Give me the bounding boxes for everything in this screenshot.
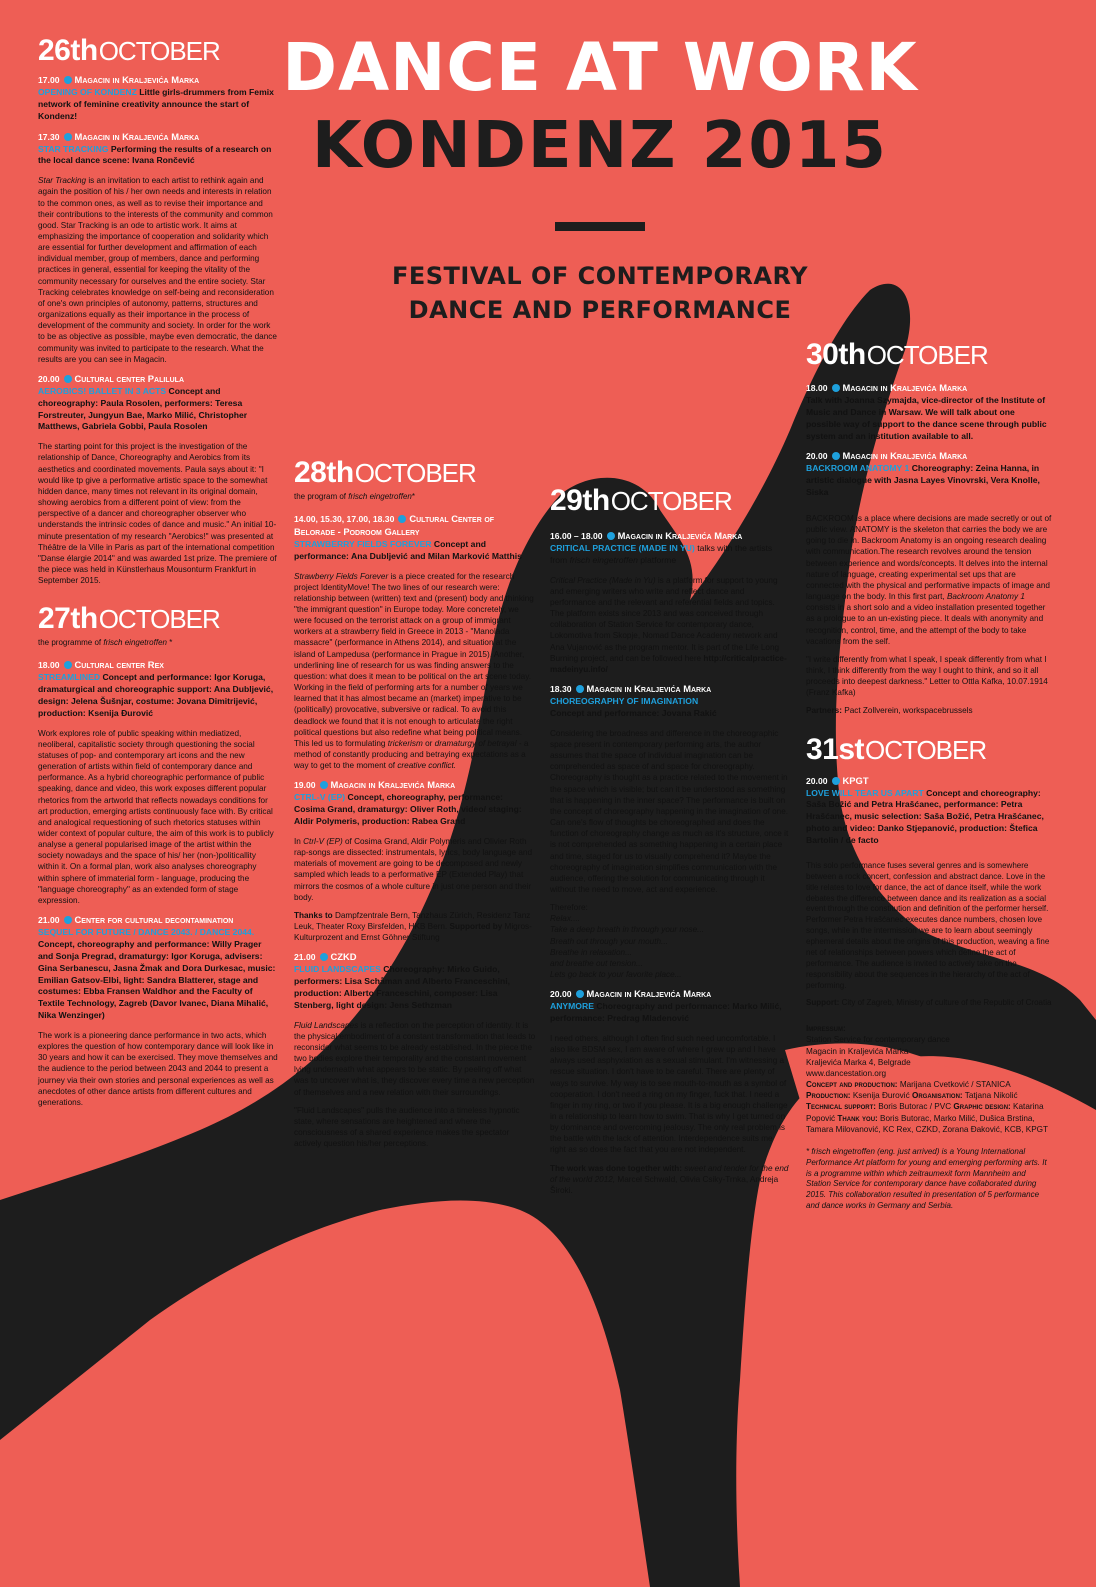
instruction-line: Breathe in relaxation... bbox=[550, 947, 632, 957]
event-venue: Cultural center Palilula bbox=[74, 372, 184, 384]
event-description bbox=[806, 513, 1052, 647]
event-ctrl-v bbox=[294, 779, 536, 828]
event-title: OPENING OF KONDENZ bbox=[38, 86, 137, 97]
event-time: 20.00 bbox=[806, 775, 828, 786]
description-text: is an invitation to each artist to rethink again and again the position of his / her own needs and interests in relation to the common ones, as well as to revise their importance and their contributions to the interests of the community and common good. Star Tracking is an ode to artistic work. It aims at emphasizing the importance of cooperation and solidarity which are essential for further development and affirmation of each individual member, group of members, dance and performing practices in general, essential for keeping the vitality of the community necessary for ourselves and the entire society. Star Tracking celebrates knowledge on self-being and reconsideration of one's own principles of autonomy, patterns, structures and organizations equally as their importance in the process of development of the community and society. In order for the work to be as objective as possible, maybe even democratic, the dance community was invited to participate to the research. What the results are you can see in Magacin. bbox=[38, 176, 277, 364]
event-description: I need others, although I often find such need uncomfortable. I also like BDSM sex, I am aware of where I grew up and I have always used asphyxiation as a sexual stimulant. I'm witnessing a rescue situation. I don't have to be careful. There are plenty of ways to survive. My way is to see mouth-to-mouth as a symbol of cooperation. I don't need a ring on my finger, fuck that. I need a finger in my ring, or two if you please. It is a big enough challenge in a relationship to learn how to swim. That is why I get turned on by dominance and overcoming jealousy. The only real problem is the battle with the lack of attention. Interdependence suits me right as so does the fact that you are not independent. bbox=[550, 1033, 788, 1155]
event-description: Considering the broadness and difference in the choreographic space present in contemporary performing arts, the author assumes that the space of individual imagination can be comprehended as space of and space for choreography. Choreography is thought as a practice related to the movement in the space which is visible; but can it be understood as something that is happening in the inner space? The performance is built on the concept of choreography happening in the imagination of one. Can one's flow of thoughts be choreographed and does the function of choreography change as much as it's structure, once it is not comprehended as something happening in a certain place and time, staged for us to visually comprehend it? Maybe the choreography of imagination simplifies communication with the audience, offering the solution for communicating through it without the need to move, act and experience. bbox=[550, 728, 789, 894]
event-opening bbox=[38, 74, 278, 123]
impressum-line: Station Service for contemporary dance bbox=[806, 1035, 950, 1045]
poster-subtitle: FESTIVAL OF CONTEMPORARY DANCE AND PERFORMANCE bbox=[391, 262, 809, 324]
month-label: OCTOBER bbox=[865, 734, 987, 765]
event-anymore bbox=[550, 988, 790, 1025]
event-title: FLUID LANDSCAPES bbox=[294, 964, 381, 975]
subtitle-tail: * bbox=[411, 492, 415, 501]
event-love-will-tear-us-apart bbox=[806, 775, 1052, 847]
event-support bbox=[806, 998, 1052, 1009]
event-credits: Choreography and performance: Marko Milić, performance: Predrag Mladenović bbox=[550, 1001, 782, 1024]
event-time: 18.00 bbox=[38, 660, 60, 671]
work-title-italic: Ctrl-V (EP) bbox=[303, 836, 343, 846]
title-divider bbox=[555, 222, 645, 231]
collaborators-label: The work was done together with: bbox=[550, 1163, 682, 1173]
event-credits: Concept, choreography, performance: Cosima Grand, dramaturgy: Oliver Roth, video/ staging: Aldir Polymeris, production: Rabea Grand bbox=[294, 792, 522, 827]
work-title-italic: Critical Practice (Made in Yu) bbox=[550, 575, 656, 585]
impressum-heading: Impressum: bbox=[806, 1024, 846, 1034]
event-time: 17.00 bbox=[38, 75, 60, 85]
day-heading-31 bbox=[806, 732, 1052, 766]
event-aerobics bbox=[38, 373, 278, 433]
event-description: The work is a pioneering dance performance in two acts, which explores the question of how contemporary dance will look like in 30 years and how it can be exercised. They move themselves and the audience to the period between 2043 and 2044 to present a journey via their own stories and personal experiences as well as anecdotes of other dance artists from different cultures and generations. bbox=[38, 1030, 278, 1107]
instruction-line: Lets go back to your favorite place... bbox=[550, 970, 682, 980]
column-30-31-october bbox=[806, 340, 1052, 1219]
event-venue: Magacin in Kraljevića Marka bbox=[617, 530, 743, 541]
event-venue: Center for cultural decontamination bbox=[74, 914, 234, 926]
event-time: 16.00 – 18.00 bbox=[550, 531, 603, 541]
event-time: 20.00 bbox=[806, 451, 828, 462]
work-title-italic: Fluid Landscapes bbox=[294, 1020, 359, 1030]
column-28-october bbox=[294, 458, 536, 1156]
description-text: of Cosima Grand, Aldir Polymeris and Olivier Roth rap-songs are dissected: instrumentals, lyrics, body language and materials of movement are going to be decomposed and newly sampled which leads to a performative EP (Extended Play) that mirrors the cosmos of a whole culture in just one person and their body. bbox=[294, 836, 533, 902]
month-label: OCTOBER bbox=[354, 458, 476, 488]
event-venue: Magacin in Kraljevića Marka bbox=[842, 382, 968, 393]
thanks-label: Thanks to bbox=[294, 910, 333, 920]
work-title-italic: Star Tracking bbox=[38, 176, 87, 186]
event-time: 20.00 bbox=[38, 373, 60, 384]
event-credits: Choreography: Mirko Guido, performers: Lisa Schåman and Alberto Franceschini, production: Alberto Franceschini, composer: Lisa Stenberg, light design: Jens Sethzman bbox=[294, 964, 511, 1010]
bullet-dot-icon bbox=[607, 532, 615, 540]
event-description: This solo performance fuses several genres and is somewhere between a rock concert, confession and abstract dance. Love in the title relates to love for dance, the act of dance itself, while the work debates the difference between dance and its realization as a social event through the constitution and definition of the performer herself. Performer Petra Hrašćanec executes dance numbers, chosen love songs, while in the intermission we are to learn about seemingly ephemeral details about the origins of this production, weaving a fine net of relationships between powers which define the act of performance. The audience is invited to actively take on the responsibility about the sequences in the hierarchy of the act of performing. bbox=[806, 860, 1050, 990]
event-time: 14.00, 15.30, 17.00, 18.30 bbox=[294, 513, 395, 524]
credit-value: Marijana Cvetković / STANICA bbox=[899, 1080, 1011, 1090]
event-credits: Little girls-drummers from Femix network of feminine creativity announce the start of Kondenz! bbox=[38, 86, 274, 121]
instruction-line: Take a deep breath in through your nose... bbox=[550, 925, 705, 935]
subtitle-tail: * bbox=[166, 638, 173, 648]
impressum bbox=[806, 1023, 1052, 1135]
support-label: Support: bbox=[806, 998, 840, 1008]
day-heading-30 bbox=[806, 340, 1052, 370]
event-strawberry-fields bbox=[294, 513, 536, 563]
credit-value: Ksenija Đurović bbox=[852, 1091, 910, 1101]
bullet-dot-icon bbox=[64, 133, 72, 141]
month-label: OCTOBER bbox=[98, 36, 220, 66]
event-backroom-anatomy bbox=[806, 450, 1052, 499]
day-heading-26 bbox=[38, 36, 278, 66]
relaxation-instructions bbox=[550, 902, 790, 980]
subtitle-em: frisch eingetroffen bbox=[103, 638, 167, 648]
credit-value: Boris Butorac, Marko Milić, Dušica Brstina, Tamara Milovanović, KC Rex, CZKD, Zorana Đaković, KCB, KPGT bbox=[806, 1113, 1049, 1134]
impressum-line: Kraljevića Marka 4, Belgrade bbox=[806, 1057, 911, 1067]
description-text: is a piece created for the research project IdentityMove! The two lines of our research were: relationship between (written) text and (present) body and thinking "the immigrant question" in Europe today. More concretely, we were focused on the terrorist attack on a group of immigrant workers at a strawberry field in Greece in 2013 - "Manolada massacre" (performance in Athens 2014), and situation at the island of Lampedusa (performance in Prague in 2015). Another, underlining line of research for us was finding answers to the question: what does it mean to be political on the art scene today. Working in the field of performing arts for a number of years we learned that it has almost became an (market) imperative to be (politically) provocative, subversive or radical. To avoid this deadlock we found that it is not enough to articulate the right political questions but also redefine what being political means. This led us to formulating bbox=[294, 571, 534, 748]
bullet-dot-icon bbox=[832, 777, 840, 785]
event-title: CHOREOGRAPHY OF IMAGINATION bbox=[550, 696, 699, 707]
event-time: 21.00 bbox=[38, 915, 60, 926]
credit-label: Graphic design: bbox=[953, 1102, 1011, 1112]
description-em: dramaturgy of betrayal bbox=[434, 738, 517, 748]
credits-tail: platforme bbox=[640, 554, 677, 565]
event-streamlined bbox=[38, 659, 278, 719]
day-heading-28 bbox=[294, 458, 536, 488]
event-venue: Magacin in Kraljevića Marka bbox=[586, 988, 712, 1000]
event-time: 17.30 bbox=[38, 131, 60, 142]
footnote: * frisch eingetroffen (eng. just arrived) is a Young International Performance Art platform for young and emerging performing arts. It is a programme within which zeitraumexit form Mannheim and Station Service for contemporary dance have collaborated during 2015. This collaboration resulted in presentation of 5 performance and dance works in Germany and Serbia. bbox=[806, 1146, 1047, 1211]
event-critical-practice bbox=[550, 530, 790, 567]
credit-value: Boris Butorac / PVC bbox=[878, 1102, 952, 1112]
day-number: 29th bbox=[550, 484, 610, 517]
event-time: 20.00 bbox=[550, 989, 572, 1000]
event-description bbox=[550, 575, 790, 675]
support-text: Migros-Kulturprozent and Ernst Göhner Stiftung bbox=[294, 921, 532, 943]
bullet-dot-icon bbox=[320, 781, 328, 789]
work-title-italic: Strawberry Fields Forever bbox=[294, 571, 389, 581]
event-title: STAR TRACKING bbox=[38, 143, 109, 154]
event-thanks bbox=[294, 910, 536, 943]
impressum-website[interactable]: www.dancestation.org bbox=[806, 1068, 887, 1078]
event-venue: Magacin in Kraljevića Marka bbox=[330, 779, 456, 791]
kafka-quote: "I write differently from what I speak, I speak differently from what I think, I think differently from the way I ought to think, and so it all proceeds into deepest darkness." Letter to Ottla Kafka, 10.07.1914 (Franz Kafka) bbox=[806, 654, 1048, 698]
event-time: 21.00 bbox=[294, 952, 316, 963]
event-credits: Concept and performance: Ana Dubljević and Milan Marković Matthis bbox=[294, 538, 522, 561]
month-label: OCTOBER bbox=[610, 486, 732, 516]
day-subtitle bbox=[294, 492, 536, 503]
event-credits: Choreography: Zeina Hanna, in artistic dialogue with Jasna Layes Vinovrski, Vera Knolle, Siska bbox=[806, 463, 1040, 498]
day-number: 26th bbox=[38, 34, 98, 67]
event-venue: Cultural center Rex bbox=[74, 659, 164, 671]
description-text: or bbox=[425, 738, 433, 748]
bullet-dot-icon bbox=[320, 953, 328, 961]
event-description bbox=[294, 1020, 536, 1098]
event-description bbox=[294, 571, 536, 772]
column-26-27-october bbox=[38, 36, 278, 1115]
partners-label: Partners: bbox=[806, 706, 842, 716]
month-label: OCTOBER bbox=[98, 604, 220, 635]
event-venue: Cultural Center of Belorade - Podroom Gallery bbox=[294, 512, 495, 537]
event-title: STRAWBERRY FIELDS FOREVER bbox=[294, 538, 432, 549]
event-description: The starting point for this project is the investigation of the relationship of Dance, Choreography and Aerobics from its aesthetics and coordinated movements. Paula says about it: "I would like tp give a performative artistic space to the somewhat hidden dance, many times not relevant in its original domain, showing aerobics from a different point of view: from the perspective of a dancer and choreographer observer who understands the intrinsic codes of dance and music." An initial 10-minute presentation of my research "Aerobics!" was presented at Théâtre de la Ville in Paris as part of the international competition "Danse élargie 2014" and was awarded 1st prize. The premiere of the piece was held in Künstlerhaus Mousonturm Frankfurt in September 2015. bbox=[38, 442, 277, 586]
event-venue: Magacin in Kraljevića Marka bbox=[842, 450, 968, 462]
event-title: ANYMORE bbox=[550, 1001, 594, 1012]
event-title: CRITICAL PRACTICE (MADE IN YU) bbox=[550, 542, 695, 553]
credit-label: Organisation: bbox=[911, 1091, 963, 1101]
event-collaborators bbox=[550, 1163, 790, 1196]
event-choreography-of-imagination bbox=[550, 683, 790, 720]
day-number: 31st bbox=[806, 732, 865, 766]
description-text: consists in a short solo and a video installation presented together as a prologue to an un-existing piece. It deals with anonymity and recognition, control, time, and the attempt of the body to take vacations from the self. bbox=[806, 603, 1046, 646]
instruction-line: Breath out through your mouth... bbox=[550, 936, 668, 946]
description-em: trickerism bbox=[387, 738, 423, 748]
column-29-october bbox=[550, 486, 790, 1203]
event-sequel-for-future bbox=[38, 914, 278, 1022]
bullet-dot-icon bbox=[64, 661, 72, 669]
description-text: is a reflection on the perception of identity. It is the physical embodiment of a constant transformation that leads to reconsider what seems to be already established. In the piece the two bodies explore their temporality and the constant movement lying underneath what appears to be static. By peeling off what was to uncover what is, they discover every time a new perception of themselves and a new relation with their surroundings. bbox=[294, 1020, 536, 1097]
event-title: SEQUEL FOR FUTURE / DANCE 2043. / DANCE 2044. bbox=[38, 927, 255, 938]
event-title: STREAMLINED bbox=[38, 672, 101, 683]
event-title: LOVE WILL TEAR US APART bbox=[806, 787, 924, 798]
day-number: 30th bbox=[806, 338, 866, 371]
bullet-dot-icon bbox=[832, 452, 840, 460]
credit-label: Thank you: bbox=[837, 1113, 878, 1123]
event-fluid-landscapes bbox=[294, 951, 536, 1011]
credit-label: Technical support: bbox=[806, 1102, 877, 1112]
credit-value: Tatjana Nikolić bbox=[964, 1091, 1018, 1101]
day-number: 27th bbox=[38, 602, 98, 636]
event-partners bbox=[806, 705, 1052, 716]
event-description bbox=[38, 175, 278, 365]
instruction-line: Relax.... bbox=[550, 914, 581, 924]
bullet-dot-icon bbox=[64, 375, 72, 383]
bullet-dot-icon bbox=[576, 990, 584, 998]
event-talk-szymajda bbox=[806, 382, 1052, 442]
impressum-line: Magacin in Kraljevića Marka bbox=[806, 1046, 909, 1056]
poster-title-year: KONDENZ 2015 bbox=[312, 109, 888, 183]
event-time: 19.00 bbox=[294, 780, 316, 791]
event-credits: Concept, choreography and performance: Willy Prager and Sonja Pregrad, dramaturgy: Igor Koruga, advisers: Gina Serbanescu, Jasna Žmak and Dora Durkesac, music: Emilian Gatsov-Elbi, light: Sandra Blatterer, stage and costumes: Ebba Fransen Waldhor and the Faculty of Textile Technology, Zagreb (Davor Ivanec, Diana Mihalić, Nika Wenzinger) bbox=[38, 938, 276, 1021]
credit-label: Production: bbox=[806, 1091, 851, 1101]
bullet-dot-icon bbox=[832, 384, 840, 392]
month-label: OCTOBER bbox=[866, 340, 988, 370]
bullet-dot-icon bbox=[64, 916, 72, 924]
credit-label: Concept and production: bbox=[806, 1080, 898, 1090]
subtitle-em: frisch eingetroffen bbox=[348, 492, 412, 501]
event-venue: Magacin in Kraljevića Marka bbox=[586, 683, 712, 695]
support-text: City of Zagreb, Ministry of culture of the Republic of Croatia bbox=[841, 998, 1052, 1008]
day-heading-29 bbox=[550, 486, 790, 516]
description-text: In bbox=[294, 836, 301, 846]
event-venue: KPGT bbox=[842, 774, 869, 786]
event-venue: CZKD bbox=[330, 951, 357, 963]
description-em: creative conflict. bbox=[397, 761, 457, 771]
subtitle-text: the program of bbox=[294, 492, 349, 501]
event-time: 18.00 bbox=[806, 383, 828, 393]
event-credits: Concept and performance: Igor Koruga, dramaturgical and choreographic support: Ana Dubljević, design: Jelena Šušnjar, costume: Jovana Dimitrijević, production: Ksenija Đurović bbox=[38, 672, 274, 718]
event-credits: Performing the results of a research on the local dance scene: Ivana Rončević bbox=[38, 143, 272, 166]
credits-em: frisch eingetroffen bbox=[569, 554, 638, 565]
description-text: - a method of constantly producing and betraying expectations as a way to get to the moment of bbox=[294, 738, 529, 771]
poster-title: DANCE AT WORK bbox=[282, 29, 918, 106]
description-text: BACKROOM is a place where decisions are made secretly or out of public view. ANATOMY is the skeleton that carries the body we are going to die in. Backroom Anatomy is an ongoing research dealing with communication.The research revolves around the tension between experience and words/concepts. It delves into the internal nature of language, creating experimental set ups that are connected with the physical and performative impacts of image and language on the body. In this first part, bbox=[806, 513, 1052, 602]
event-venue: Magacin in Kraljevića Marka bbox=[74, 130, 200, 142]
work-title-italic: Backroom Anatomy 1 bbox=[946, 592, 1025, 602]
collaborators-em: sweet and tender for the end of the world 2012, bbox=[550, 1163, 789, 1184]
thanks-text: Dampfzentrale Bern, Tanzhaus Zürich, Residenz Tanz Leuk, Theater Roxy Birsfelden, HKB Bern. bbox=[294, 910, 531, 931]
event-credits: Concept and choreography: Paula Rosolen, performers: Teresa Forstreuter, Jungyun Bae, Marko Milić, Christopher Matthews, Gabriela Gobbi, Paula Rosolen bbox=[38, 385, 248, 432]
event-credits: Concept and choreography: Saša Božić and Petra Hrašćanec, performance: Petra Hrašćanec, music selection: Saša Božić, Petra Hrašćanec, photo and video: Danko Stjepanović, production: Štefica Bartolin / de facto bbox=[806, 787, 1044, 846]
day-heading-27 bbox=[38, 604, 278, 634]
subtitle-text: the programme of bbox=[38, 638, 104, 648]
event-star-tracking bbox=[38, 131, 278, 168]
partners-text: Pact Zollverein, workspacebrussels bbox=[844, 706, 973, 716]
event-credits: Talk with Joanna Szymajda, vice-director of the Institute of Music and Dance in Warsaw. We will talk about one possible way of support to the dance scene through public system and an institution available to all. bbox=[806, 394, 1047, 441]
event-venue: Magacin in Kraljevića Marka bbox=[74, 74, 200, 85]
event-title: AEROBICS! BALLET IN 3 ACTS bbox=[38, 385, 167, 396]
event-title: BACKROOM ANATOMY 1 bbox=[806, 463, 910, 474]
bullet-dot-icon bbox=[576, 685, 584, 693]
event-credits: talks with the artists from bbox=[550, 542, 773, 565]
event-description: Work explores role of public speaking within mediatized, neoliberal, capitalistic society through questioning the social statuses of pop- and contemporary art icons and the new generation of artists within field of contemporary dance and performance. As a hybrid choreographic performance of public speaking, dance and video, this work exposes different popular rhetorics from the artworld that reflects nowadays conditions for art production, emerging artists continuously face with. By critical and analogical requestioning of such rhetorics statuses within wider context of popular culture, the aim of this work is to publicly analyse a general popularised image of the artist within the society nowadays and the space of his/ her (non-)politicallity within it. On a formal plan, work also analyses choreography within sphere of immaterial form - language, producing the "language choreography" as an extended form of stage expression. bbox=[38, 728, 274, 905]
description-text: is a platform for support to young and emerging writers who write and reflect dance and performance and the relevant and referential fields and topics. The platform exists since 2013 and was conceived through collaboration of Station Service for contemporary dance, Lokomotiva from Skopje, Nomad Dance Academy network and Ana Vujanović as the program mentor. It is part of the Life Long Burning project, and can be followed here bbox=[550, 575, 780, 663]
credit-value: Katarina Popović bbox=[806, 1102, 1044, 1123]
website-link[interactable]: http://criticalpractice-madeinyu.info/ bbox=[550, 653, 787, 674]
event-description-2: "Fluid Landscapes" pulls the audience into a timeless hypnotic state, where sensations are heightened and where the consciousness of a shared experience makes the spectator actively question his/her perceptions. bbox=[294, 1105, 520, 1149]
instruction-line: and breathe out tension... bbox=[550, 958, 643, 968]
day-subtitle bbox=[38, 638, 278, 649]
support-label: Supported by bbox=[449, 921, 503, 931]
event-credits: Concept and performance: Jovana Rakić bbox=[550, 707, 717, 718]
bullet-dot-icon bbox=[64, 76, 72, 84]
collaborators-text: Marcel Schwald, Olivia Csiky-Trnka, Andreja Široki. bbox=[550, 1174, 779, 1195]
bullet-dot-icon bbox=[398, 515, 406, 523]
event-time: 18.30 bbox=[550, 684, 572, 695]
event-description bbox=[294, 836, 536, 903]
day-number: 28th bbox=[294, 456, 354, 489]
event-title: CTRL-V (EP) bbox=[294, 792, 346, 803]
therefore-label: Therefore: bbox=[550, 903, 588, 913]
